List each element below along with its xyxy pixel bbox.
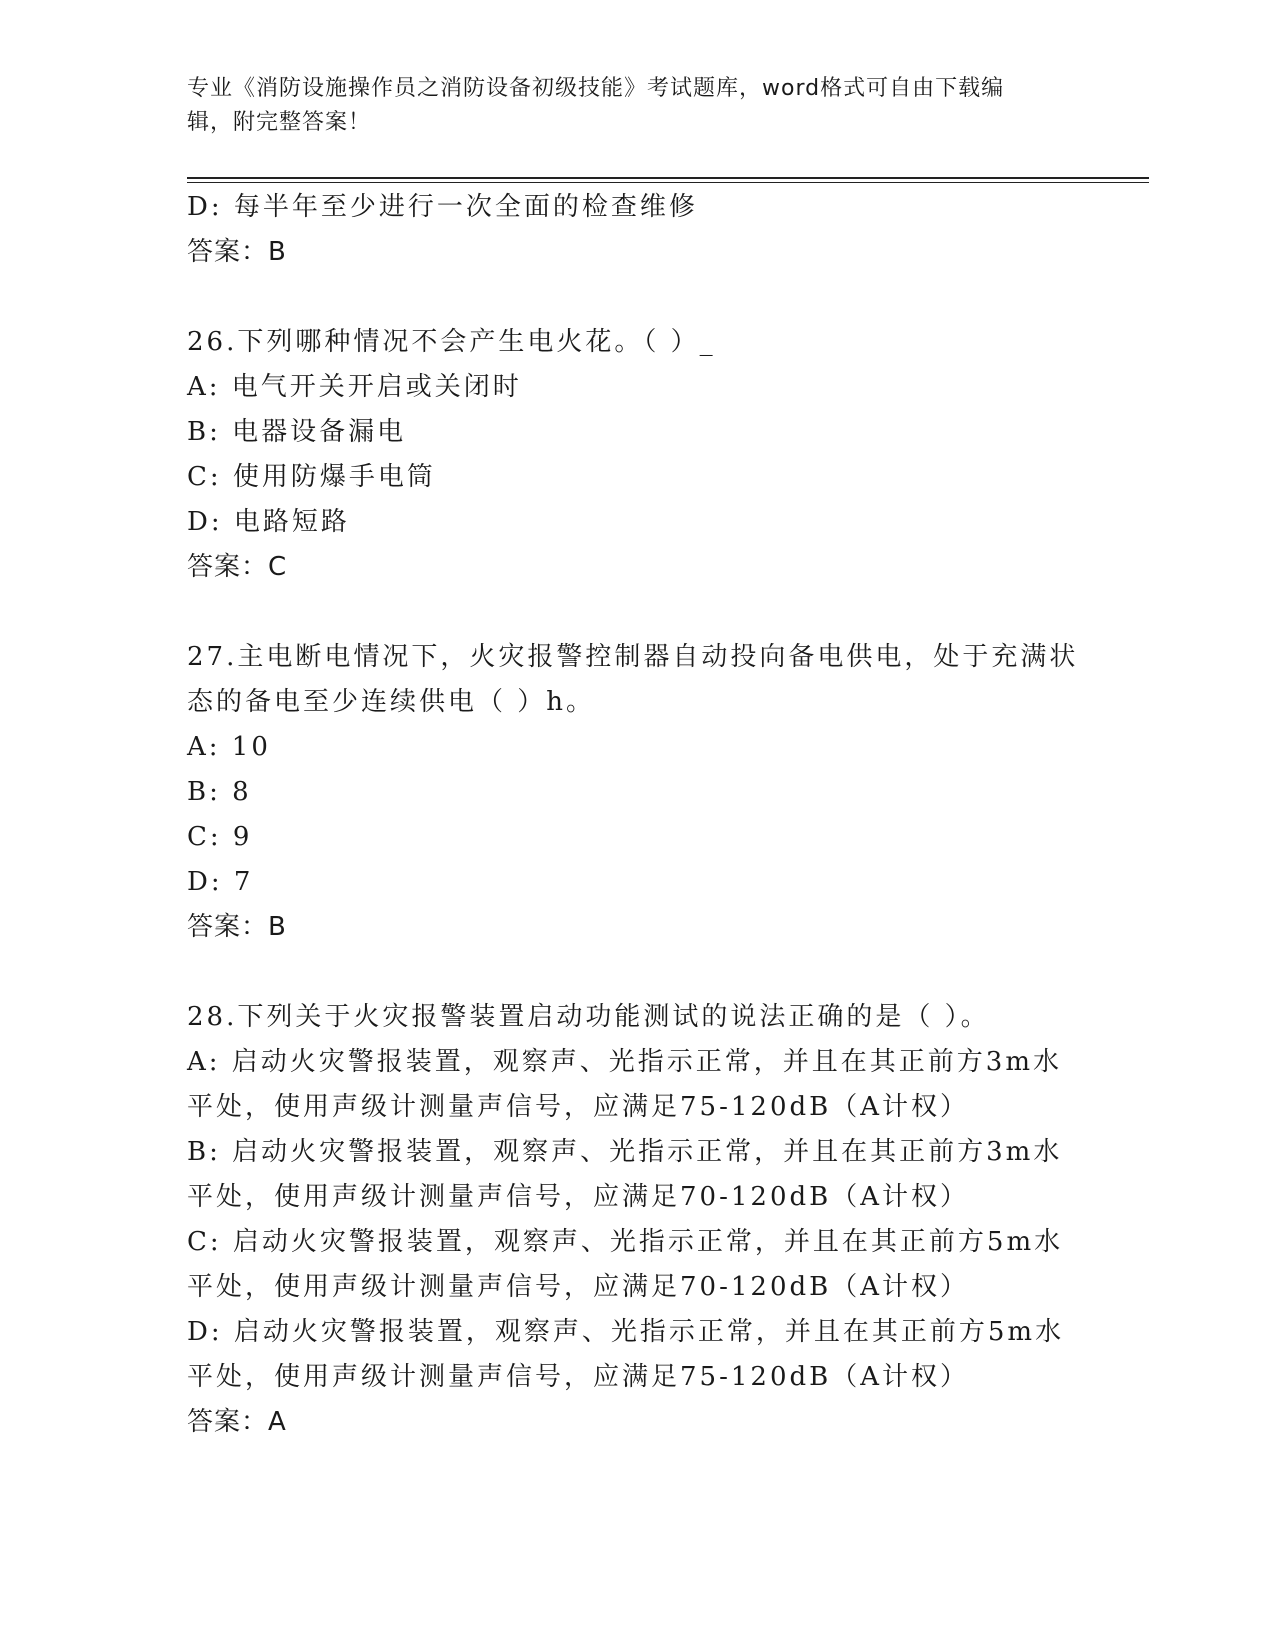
q28-stem: 28.下列关于火灾报警装置启动功能测试的说法正确的是（ ）。 [187, 1002, 990, 1032]
q28-option-a-line-1: A: 启动火灾警报装置，观察声、光指示正常，并且在其正前方3m水 [187, 1047, 1062, 1077]
header-line-1: 专业《消防设施操作员之消防设备初级技能》考试题库，word格式可自由下载编 [187, 76, 1005, 101]
q26-option-c: C: 使用防爆手电筒 [187, 462, 436, 492]
prev-answer: 答案：B [187, 237, 287, 267]
q28-option-d-line-2: 平处，使用声级计测量声信号，应满足75-120dB（A计权） [187, 1362, 970, 1392]
header-rule-thick [187, 177, 1149, 179]
q28-option-b-line-2: 平处，使用声级计测量声信号，应满足70-120dB（A计权） [187, 1182, 970, 1212]
q26-answer: 答案：C [187, 552, 288, 582]
q27-option-a: A: 10 [187, 732, 271, 762]
q28-option-a-line-2: 平处，使用声级计测量声信号，应满足75-120dB（A计权） [187, 1092, 970, 1122]
q26-option-d: D: 电路短路 [187, 507, 350, 537]
header-note [187, 72, 1087, 140]
q27-stem-line-2: 态的备电至少连续供电（ ）h。 [187, 687, 596, 717]
q28-answer: 答案：A [187, 1407, 287, 1437]
header-rule-thin [187, 182, 1149, 183]
q26-stem: 26.下列哪种情况不会产生电火花。（ ）_ [187, 327, 716, 357]
q27-answer: 答案：B [187, 912, 287, 942]
q28-option-c-line-1: C: 启动火灾警报装置，观察声、光指示正常，并且在其正前方5m水 [187, 1227, 1064, 1257]
q27-option-c: C: 9 [187, 822, 253, 852]
q26-option-b: B: 电器设备漏电 [187, 417, 407, 447]
q28-option-c-line-2: 平处，使用声级计测量声信号，应满足70-120dB（A计权） [187, 1272, 970, 1302]
spacer [187, 950, 1087, 995]
q27-option-d: D: 7 [187, 867, 254, 897]
q27-stem-line-1: 27.主电断电情况下，火灾报警控制器自动投向备电供电，处于充满状 [187, 642, 1079, 672]
spacer [187, 590, 1087, 635]
question-content [187, 185, 1087, 1445]
q28-option-d-line-1: D: 启动火灾警报装置，观察声、光指示正常，并且在其正前方5m水 [187, 1317, 1065, 1347]
spacer [187, 275, 1087, 320]
prev-option-d: D: 每半年至少进行一次全面的检查维修 [187, 192, 698, 222]
q26-option-a: A: 电气开关开启或关闭时 [187, 372, 522, 402]
q27-option-b: B: 8 [187, 777, 252, 807]
header-line-2: 辑，附完整答案！ [187, 110, 372, 135]
q28-option-b-line-1: B: 启动火灾警报装置，观察声、光指示正常，并且在其正前方3m水 [187, 1137, 1063, 1167]
